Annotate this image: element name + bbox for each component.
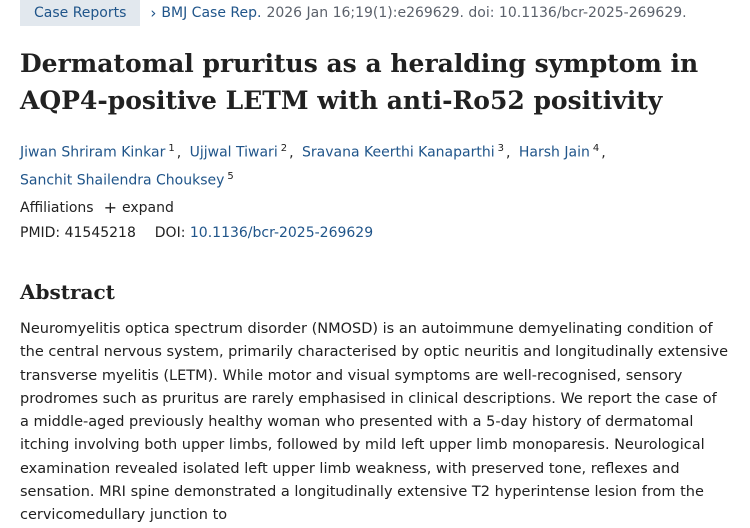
author-list: Jiwan Shriram Kinkar $^1$ , Ujjwal Tiwari $^2$ , Sravana Keerthi Kanaparthi $^3$ , Harsh Jain $^4$ , Sanchit Shailendra Chouksey $^5$ xyxy=(20,143,606,189)
affiliation-ref[interactable]: 4 xyxy=(592,143,600,154)
chevron-right-icon: › xyxy=(150,4,157,22)
author-link[interactable]: Sravana Keerthi Kanaparthi xyxy=(302,144,495,161)
affiliation-ref[interactable]: 2 xyxy=(280,143,288,154)
plus-icon: + xyxy=(103,198,117,217)
affiliation-ref[interactable]: 3 xyxy=(497,143,504,154)
affiliations-label: Affiliations xyxy=(20,199,94,216)
publication-type-badge[interactable]: Case Reports xyxy=(20,0,140,26)
abstract-text: Neuromyelitis optica spectrum disorder (NMOSD) is an autoimmune demyelinating condition of the central nervous system, primarily characterised by optic neuritis and longitudinally extensive transverse myelitis (LETM). While motor and visual symptoms are well-recognised, sensory prodromes such as pruritus are rarely emphasised in clinical descriptions. We report the case of a middle-aged previously healthy woman who presented with a 5-day history of dermatomal itching involving both upper limbs, followed by mild left upper limb monoparesis. Neurological examination revealed isolated left upper limb weakness, with preserved tone, reflexes and sensation. MRI spine demonstrated a longitudinally extensive T2 hyperintense lesion from the cervicomedullary junction to xyxy=(20,321,729,524)
journal-link[interactable]: BMJ Case Rep. xyxy=(161,5,262,21)
breadcrumb xyxy=(20,0,687,26)
author-link[interactable]: Harsh Jain xyxy=(518,144,590,161)
pmid-label: PMID: xyxy=(20,225,61,241)
abstract-heading: Abstract xyxy=(20,280,115,304)
doi-link[interactable]: 10.1136/bcr-2025-269629 xyxy=(189,225,374,241)
identifiers xyxy=(20,225,373,241)
article-title: Dermatomal pruritus as a heralding symptom in AQP4-positive LETM with anti-Ro52 positivity xyxy=(20,49,699,115)
author-link[interactable]: Ujjwal Tiwari xyxy=(189,144,278,161)
expand-label: expand xyxy=(122,199,174,216)
affiliations-toggle[interactable] xyxy=(20,198,174,217)
citation-text: 2026 Jan 16;19(1):e269629. doi: 10.1136/bcr-2025-269629. xyxy=(266,5,687,21)
author-link[interactable]: Jiwan Shriram Kinkar xyxy=(20,144,166,161)
affiliation-ref[interactable]: 5 xyxy=(227,170,234,182)
author-link[interactable]: Sanchit Shailendra Chouksey xyxy=(20,172,225,189)
pmid-value: 41545218 xyxy=(64,225,136,241)
affiliation-ref[interactable]: 1 xyxy=(168,143,175,154)
doi-label: DOI: xyxy=(154,225,186,241)
